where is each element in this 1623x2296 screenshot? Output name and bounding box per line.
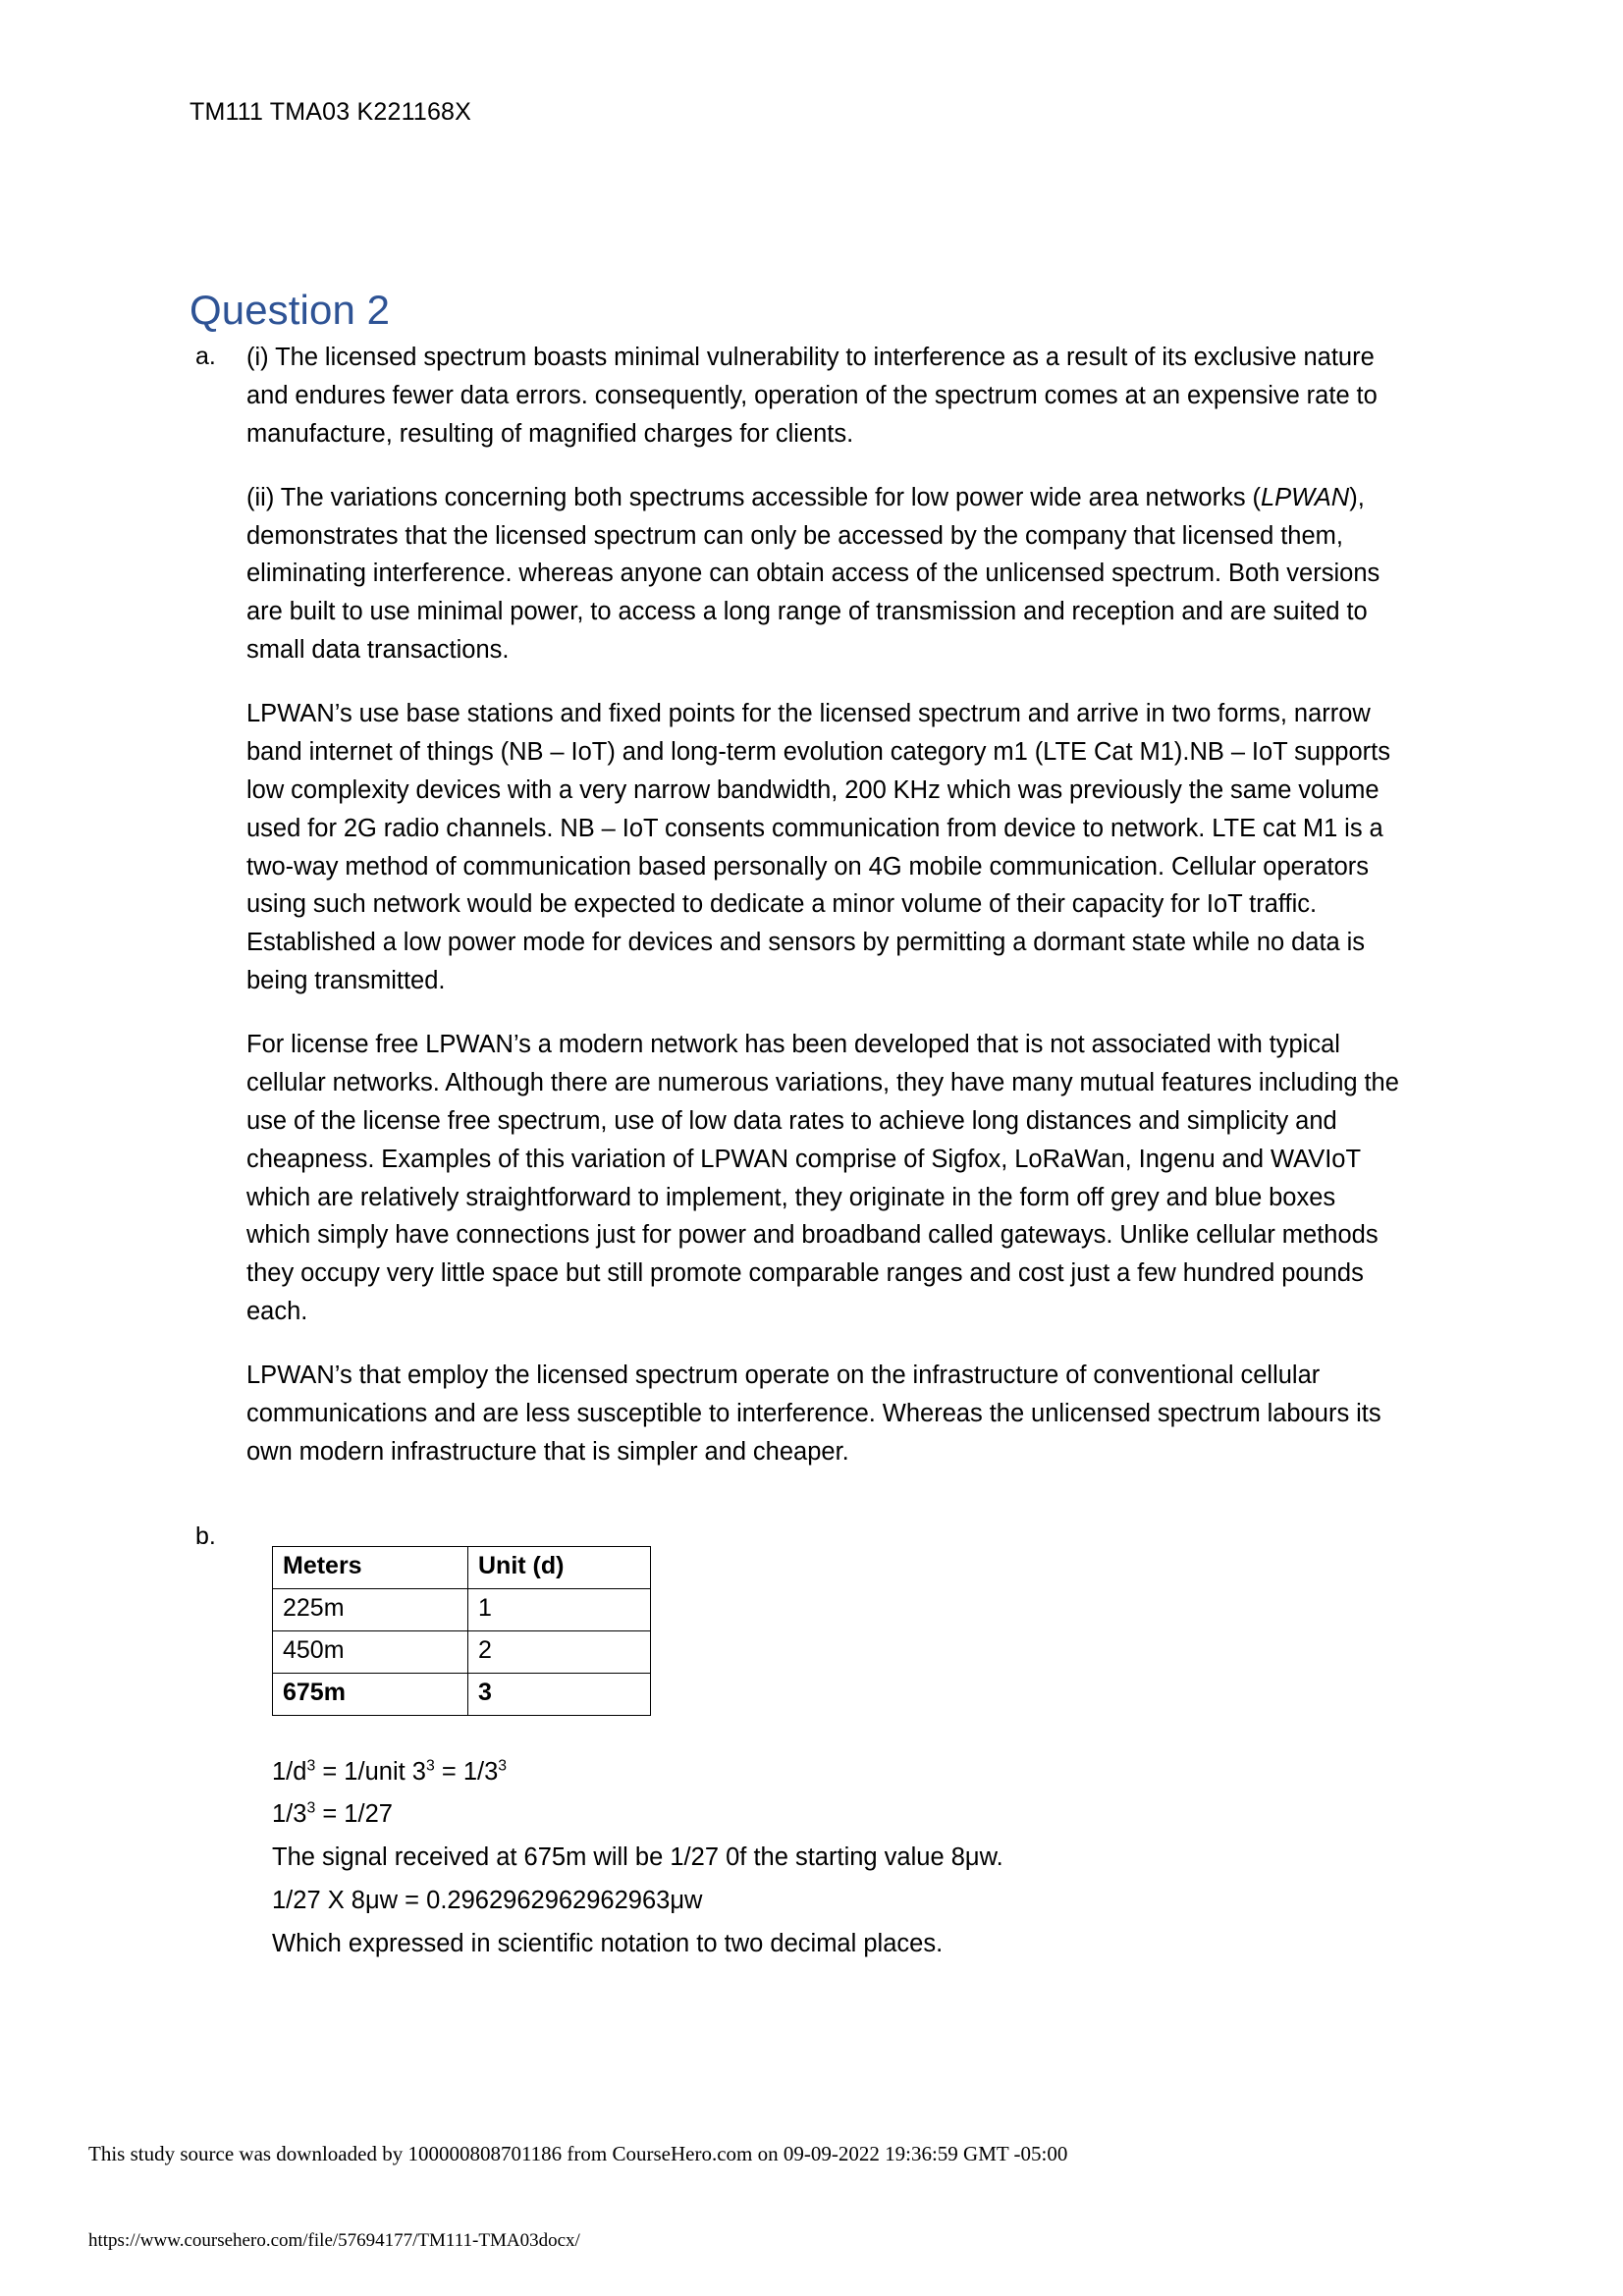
- math-line: 1/27 X 8μw = 0.2962962962962963μw: [272, 1886, 703, 1914]
- paragraph-a-license-free: For license free LPWAN’s a modern network has been developed that is not associated with typical cellular networks. Although there are numerous variations, they have many mutual features including the use of the license free spectrum, use of low data rates to achieve long distances and simplicity and cheapness. Examples of this variation of LPWAN comprise of Sigfox, LoRaWan, Ingenu and WAVIoT which are relatively straightforward to implement, they originate in the form off grey and blue boxes which simply have connections just for power and broadband called gateways. Unlike cellular methods they occupy very little space but still promote comparable ranges and cost just a few hundred pounds each.: [246, 1031, 1399, 1326]
- document-body: [189, 287, 1436, 1967]
- document-header: TM111 TMA03 K221168X: [189, 98, 472, 126]
- math-line: $1/3^3 = 1/27$: [272, 1799, 393, 1829]
- table-cell-meters: 225m: [273, 1588, 468, 1630]
- paragraph-a-i: (i) The licensed spectrum boasts minimal vulnerability to interference as a result of its exclusive nature and endures fewer data errors. consequently, operation of the spectrum comes at an expensive rate to manufacture, resulting of magnified charges for clients.: [246, 344, 1378, 448]
- paragraph-a-ii: [246, 479, 1400, 669]
- list-item-a: [189, 339, 1436, 1471]
- lpwan-italic: LPWAN: [1260, 483, 1350, 511]
- page-title: Question 2: [189, 287, 391, 333]
- part-a-content: [246, 339, 1400, 1471]
- math-line: Which expressed in scientific notation to two decimal places.: [272, 1929, 944, 1957]
- paragraph-a-summary: LPWAN’s that employ the licensed spectrum operate on the infrastructure of conventional cellular communications and are less susceptible to interference. Whereas the unlicensed spectrum labours its own modern infrastructure that is simpler and cheaper.: [246, 1362, 1381, 1466]
- list-item-b: [189, 1519, 1436, 1968]
- coursehero-source-url: https://www.coursehero.com/file/57694177/TM111-TMA03docx/: [88, 2230, 580, 2251]
- table-header-row: [273, 1546, 651, 1588]
- table-row: [273, 1630, 651, 1673]
- paragraph-a-ii-post: ), demonstrates that the licensed spectrum can only be accessed by the company that licensed them, eliminating interference. whereas anyone can obtain access of the unlicensed spectrum. Both versions are built to use minimal power, to access a long range of transmission and reception and are suited to small data transactions.: [246, 483, 1380, 665]
- table-row: [273, 1673, 651, 1715]
- math-line: $1/d^3$ = 1/unit $3^3 = 1/3^3$: [272, 1757, 508, 1786]
- table-cell-meters: 675m: [273, 1673, 468, 1715]
- part-b-content: [246, 1519, 1400, 1968]
- table-cell-meters: 450m: [273, 1630, 468, 1673]
- math-working: [272, 1753, 1400, 1963]
- table-row: [273, 1588, 651, 1630]
- coursehero-download-note: This study source was downloaded by 100000808701186 from CourseHero.com on 09-09-2022 19:36:59 GMT -05:00: [88, 2142, 1068, 2165]
- meters-table: [272, 1546, 651, 1716]
- meters-table-body: [273, 1546, 651, 1715]
- table-header-meters: Meters: [273, 1546, 468, 1588]
- list-marker-a: a.: [195, 343, 216, 371]
- table-header-unit: Unit (d): [468, 1546, 651, 1588]
- table-cell-unit: 2: [468, 1630, 651, 1673]
- paragraph-a-ii-pre: (ii) The variations concerning both spectrums accessible for low power wide area networks (: [246, 483, 1261, 511]
- table-cell-unit: 3: [468, 1673, 651, 1715]
- paragraph-a-lpwan-forms: LPWAN’s use base stations and fixed points for the licensed spectrum and arrive in two forms, narrow band internet of things (NB – IoT) and long-term evolution category m1 (LTE Cat M1).NB – IoT supports low complexity devices with a very narrow bandwidth, 200 KHz which was previously the same volume used for 2G radio channels. NB – IoT consents communication from device to network. LTE cat M1 is a two-way method of communication based personally on 4G mobile communication. Cellular operators using such network would be expected to dedicate a minor volume of their capacity for IoT traffic. Established a low power mode for devices and sensors by permitting a dormant state while no data is being transmitted.: [246, 700, 1390, 995]
- table-cell-unit: 1: [468, 1588, 651, 1630]
- math-line: The signal received at 675m will be 1/27 0f the starting value 8μw.: [272, 1843, 1003, 1872]
- list-marker-b: b.: [195, 1522, 216, 1550]
